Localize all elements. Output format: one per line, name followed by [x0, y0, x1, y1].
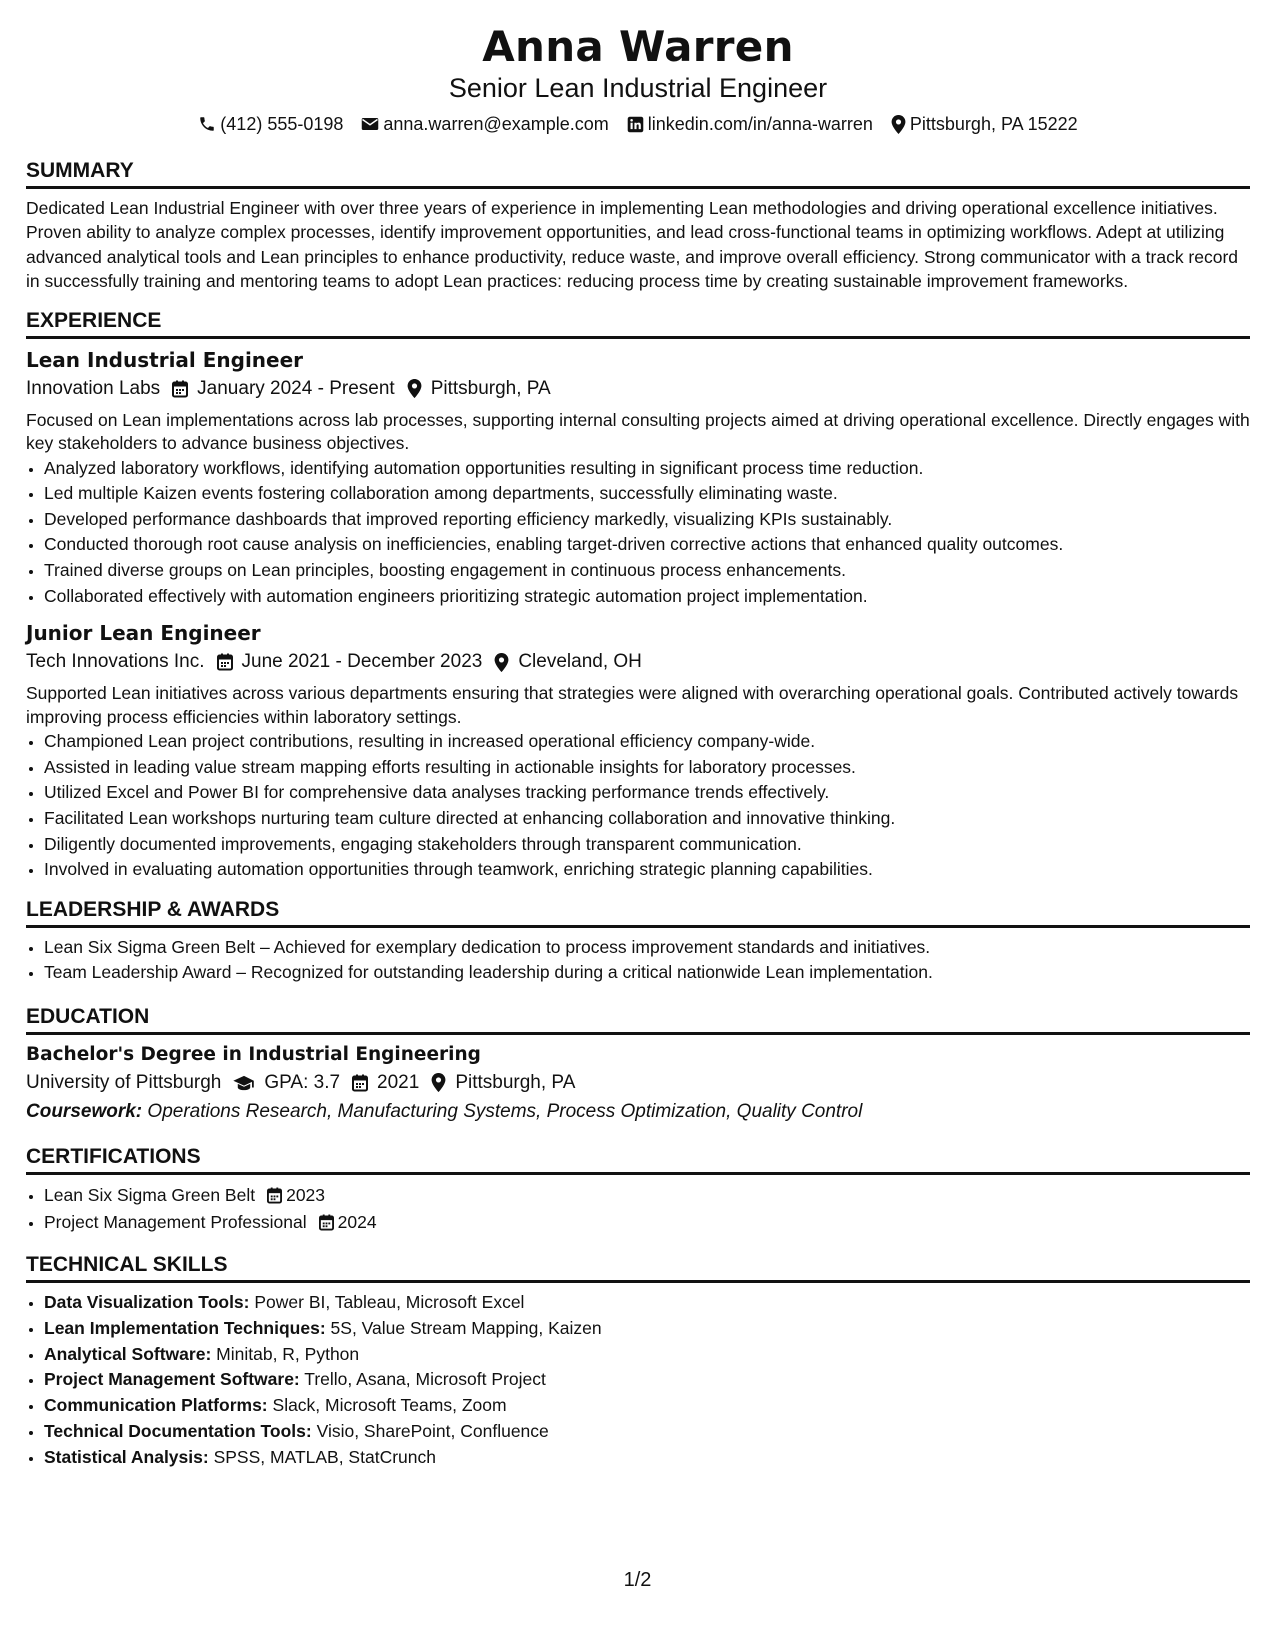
- list-item: [44, 1290, 1250, 1316]
- school-name: University of Pittsburgh: [26, 1071, 222, 1093]
- cert-year: 2023: [286, 1184, 326, 1205]
- skill-label: Technical Documentation Tools:: [44, 1420, 312, 1441]
- list-item: • Championed Lean project contributions, resulting in increased operational efficiency company-wide.: [44, 729, 1250, 755]
- skill-label: Lean Implementation Techniques:: [44, 1317, 326, 1338]
- list-item: • Developed performance dashboards that improved reporting efficiency markedly, visualizing KPIs sustainably.: [44, 507, 1250, 533]
- job-company: Tech Innovations Inc.: [26, 651, 205, 673]
- job-meta: [26, 374, 1250, 404]
- education-section: [26, 1004, 1250, 1126]
- list-item: • Trained diverse groups on Lean principles, boosting engagement in continuous process enhancements.: [44, 558, 1250, 584]
- phone-icon: [198, 115, 216, 133]
- job-bullets: [26, 456, 1250, 610]
- skill-label: Communication Platforms:: [44, 1395, 268, 1416]
- list-item: • Led multiple Kaizen events fostering collaboration among departments, successfully eliminating waste.: [44, 481, 1250, 507]
- list-item: • Team Leadership Award – Recognized for outstanding leadership during a critical nationwide Lean implementation.: [44, 960, 1250, 986]
- calendar-icon: [217, 653, 233, 671]
- list-item: [44, 1209, 1250, 1236]
- contact-location-text: Pittsburgh, PA 15222: [909, 114, 1078, 134]
- leadership-section: [26, 897, 1250, 986]
- skill-label: Project Management Software:: [44, 1369, 300, 1390]
- graduation-year: 2021: [377, 1071, 420, 1093]
- job-title: Junior Lean Engineer: [26, 621, 261, 646]
- contact-email[interactable]: [361, 112, 608, 136]
- list-item: • Utilized Excel and Power BI for comprehensive data analyses tracking performance trends effectively.: [44, 780, 1250, 806]
- skill-value: 5S, Value Stream Mapping, Kaizen: [330, 1317, 602, 1338]
- list-item: [44, 1316, 1250, 1342]
- experience-section: [26, 308, 1250, 883]
- list-item: [44, 1393, 1250, 1419]
- list-item: [44, 1445, 1250, 1471]
- skill-value: Slack, Microsoft Teams, Zoom: [272, 1395, 507, 1416]
- job-dates: June 2021 - December 2023: [241, 651, 483, 673]
- experience-heading: EXPERIENCE: [26, 308, 1250, 339]
- contact-phone: [198, 112, 343, 136]
- leadership-list: [26, 935, 1250, 986]
- certifications-list: [26, 1182, 1250, 1236]
- list-item: • Lean Six Sigma Green Belt – Achieved for exemplary dedication to process improvement standards and initiatives.: [44, 935, 1250, 961]
- contact-email-text[interactable]: anna.warren@example.com: [383, 114, 609, 134]
- contact-linkedin[interactable]: [627, 112, 873, 136]
- skill-value: Visio, SharePoint, Confluence: [316, 1420, 549, 1441]
- job-entry: [26, 619, 1250, 883]
- skill-label: Data Visualization Tools:: [44, 1291, 250, 1312]
- map-pin-icon: [431, 1073, 446, 1092]
- job-location: Pittsburgh, PA: [430, 377, 551, 399]
- calendar-icon: [319, 1214, 334, 1231]
- list-item: • Facilitated Lean workshops nurturing team culture directed at enhancing collaboration and innovative thinking.: [44, 806, 1250, 832]
- skill-value: Trello, Asana, Microsoft Project: [304, 1369, 546, 1390]
- skill-label: Statistical Analysis:: [44, 1446, 209, 1467]
- list-item: • Diligently documented improvements, engaging stakeholders through transparent communication.: [44, 832, 1250, 858]
- job-description: Supported Lean initiatives across various departments ensuring that strategies were aligned with overarching operational goals. Contributed actively towards improving process efficiencies within laboratory settings.: [26, 683, 1239, 727]
- cert-year: 2024: [337, 1211, 377, 1232]
- summary-heading: SUMMARY: [26, 158, 1250, 189]
- coursework-label: Coursework:: [26, 1100, 143, 1122]
- cert-name: • Lean Six Sigma Green Belt: [44, 1184, 256, 1205]
- job-meta: [26, 647, 1250, 677]
- degree-title: Bachelor's Degree in Industrial Engineering: [26, 1043, 481, 1065]
- gpa: GPA: 3.7: [264, 1071, 341, 1093]
- cert-name: • Project Management Professional: [44, 1211, 307, 1232]
- skills-section: [26, 1252, 1250, 1471]
- list-item: • Assisted in leading value stream mapping efforts resulting in actionable insights for laboratory processes.: [44, 755, 1250, 781]
- list-item: • Involved in evaluating automation opportunities through teamwork, enriching strategic planning capabilities.: [44, 857, 1250, 883]
- school-location: Pittsburgh, PA: [455, 1071, 576, 1093]
- education-meta: [26, 1068, 1250, 1098]
- resume-header: [26, 22, 1250, 136]
- list-item: • Analyzed laboratory workflows, identifying automation opportunities resulting in significant process time reduction.: [44, 456, 1250, 482]
- skill-value: Power BI, Tableau, Microsoft Excel: [254, 1291, 525, 1312]
- list-item: • Collaborated effectively with automation engineers prioritizing strategic automation project implementation.: [44, 584, 1250, 610]
- skills-heading: TECHNICAL SKILLS: [26, 1252, 1250, 1283]
- summary-section: [26, 158, 1250, 294]
- calendar-icon: [172, 380, 188, 398]
- certifications-section: [26, 1144, 1250, 1236]
- job-description: Focused on Lean implementations across lab processes, supporting internal consulting projects aimed at driving operational excellence. Directly engages with key stakeholders to advance business objectives.: [26, 409, 1250, 454]
- skills-list: [26, 1290, 1250, 1471]
- skill-value: Minitab, R, Python: [216, 1343, 360, 1364]
- list-item: [44, 1342, 1250, 1368]
- coursework-list: Operations Research, Manufacturing Systems, Process Optimization, Quality Control: [147, 1100, 863, 1122]
- candidate-name: Anna Warren: [482, 22, 794, 71]
- job-location: Cleveland, OH: [518, 651, 642, 673]
- certifications-heading: CERTIFICATIONS: [26, 1144, 1250, 1175]
- contact-phone-text: (412) 555-0198: [220, 114, 344, 134]
- job-bullets: [26, 729, 1250, 883]
- calendar-icon: [352, 1074, 368, 1092]
- calendar-icon: [267, 1187, 282, 1204]
- page-number: 1/2: [623, 1569, 652, 1591]
- map-pin-icon: [407, 379, 422, 398]
- linkedin-icon: [627, 116, 644, 133]
- graduation-cap-icon: [233, 1075, 255, 1091]
- list-item: [44, 1367, 1250, 1393]
- candidate-title: Senior Lean Industrial Engineer: [448, 73, 828, 103]
- contact-bar: [26, 112, 1250, 136]
- job-dates: January 2024 - Present: [197, 377, 395, 399]
- map-pin-icon: [494, 653, 509, 672]
- coursework: [26, 1098, 1250, 1126]
- job-entry: [26, 346, 1250, 610]
- job-company: Innovation Labs: [26, 377, 161, 399]
- list-item: [44, 1419, 1250, 1445]
- skill-value: SPSS, MATLAB, StatCrunch: [213, 1446, 436, 1467]
- resume-page: [26, 22, 1250, 1471]
- education-heading: EDUCATION: [26, 1004, 1250, 1035]
- list-item: • Conducted thorough root cause analysis on inefficiencies, enabling target-driven corrective actions that enhanced quality outcomes.: [44, 532, 1250, 558]
- job-title: Lean Industrial Engineer: [26, 347, 304, 372]
- contact-location: [891, 112, 1078, 136]
- leadership-heading: LEADERSHIP & AWARDS: [26, 897, 1250, 928]
- skill-label: Analytical Software:: [44, 1343, 212, 1364]
- summary-text: Dedicated Lean Industrial Engineer with over three years of experience in implementing Lean methodologies and driving operational excellence initiatives. Proven ability to analyze complex processes, identify improvement opportunities, and lead cross-functional teams in optimizing workflows. Adept at utilizing advanced analytical tools and Lean principles to enhance productivity, reduce waste, and improve overall efficiency. Strong communicator with a track record in successfully training and mentoring teams to adopt Lean practices: reducing process time by creating sustainable improvement frameworks.: [26, 198, 1239, 292]
- contact-linkedin-text[interactable]: linkedin.com/in/anna-warren: [647, 114, 873, 134]
- envelope-icon: [361, 116, 379, 132]
- list-item: [44, 1182, 1250, 1209]
- map-pin-icon: [891, 115, 906, 134]
